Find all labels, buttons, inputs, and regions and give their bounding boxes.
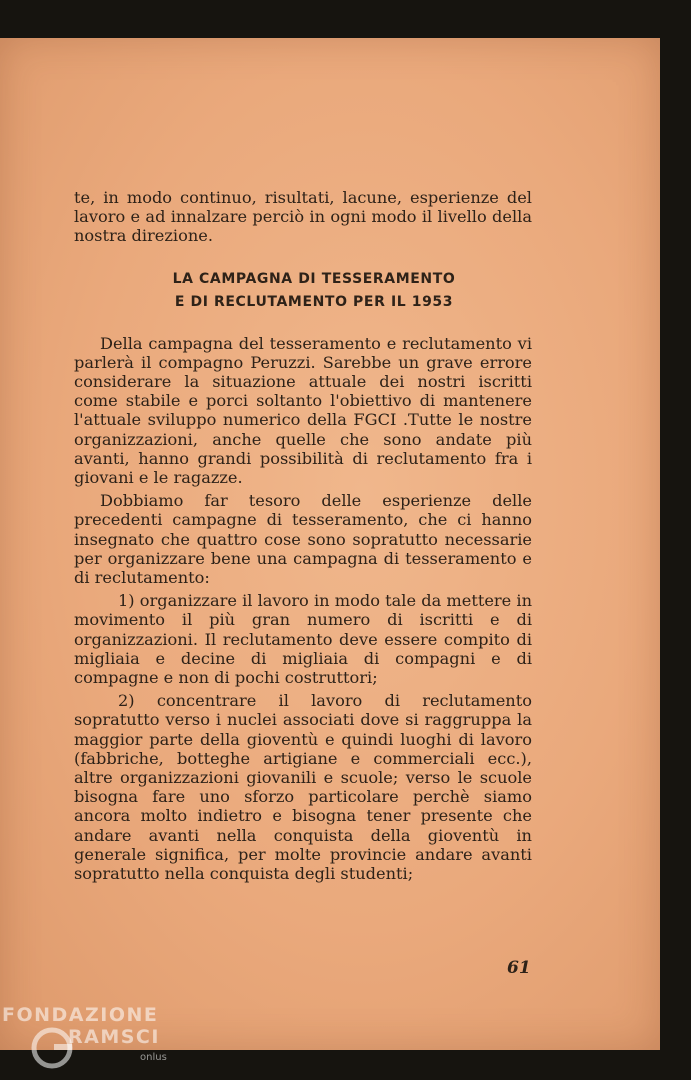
document-page — [0, 38, 660, 1050]
section-heading — [74, 268, 532, 314]
paragraph-1: Della campagna del tesseramento e reclutamento vi parlerà il compagno Peruzzi. Sarebbe un grave errore considerare la situazione attuale dei nostri iscritti come stabile e porci soltanto l'obiettivo di mantenere l'attuale sviluppo numerico della FGCI .Tutte le nostre organizzazioni, anche quelle che sono andate più avanti, hanno grandi possibilità di reclutamento fra i giovani e le ragazze. — [74, 333, 532, 488]
page-number: 61 — [507, 958, 531, 978]
text-block — [74, 188, 532, 887]
heading-line-2: E DI RECLUTAMENTO PER IL 1953 — [174, 293, 454, 310]
list-item-1: 1) organizzare il lavoro in modo tale da mettere in movimento il più gran numero di iscritti e di organizzazioni. Il reclutamento deve essere compito di migliaia e decine di migliaia di compagni e di compagne e non di pochi costruttori; — [74, 591, 532, 688]
heading-line-1: LA CAMPAGNA DI TESSERAMENTO — [172, 270, 456, 287]
intro-paragraph: te, in modo continuo, risultati, lacune, esperienze del lavoro e ad innalzare perciò in ogni modo il livello della nostra direzione. — [74, 188, 532, 246]
watermark-line-1: FONDAZIONE — [2, 1004, 159, 1026]
paragraph-2: Dobbiamo far tesoro delle esperienze delle precedenti campagne di tesseramento, che ci hanno insegnato che quattro cose sono sopratutto necessarie per organizzare bene una campagna di tesseramento e di reclutamento: — [74, 491, 532, 588]
watermark — [2, 1004, 202, 1078]
list-item-2: 2) concentrare il lavoro di reclutamento sopratutto verso i nuclei associati dove si raggruppa la maggior parte della gioventù e quindi luoghi di lavoro (fabbriche, botteghe artigiane e commerciali ecc.), altre organizzazioni giovanili e scuole; verso le scuole bisogna fare uno sforzo particolare perchè siamo ancora molto indietro e bisogna tener presente che andare avanti nella conquista della gioventù in generale significa, per molte provincie andare avanti sopratutto nella conquista degli studenti; — [74, 691, 532, 884]
watermark-line-3: onlus — [140, 1052, 167, 1063]
watermark-line-2: RAMSCI — [68, 1026, 160, 1048]
